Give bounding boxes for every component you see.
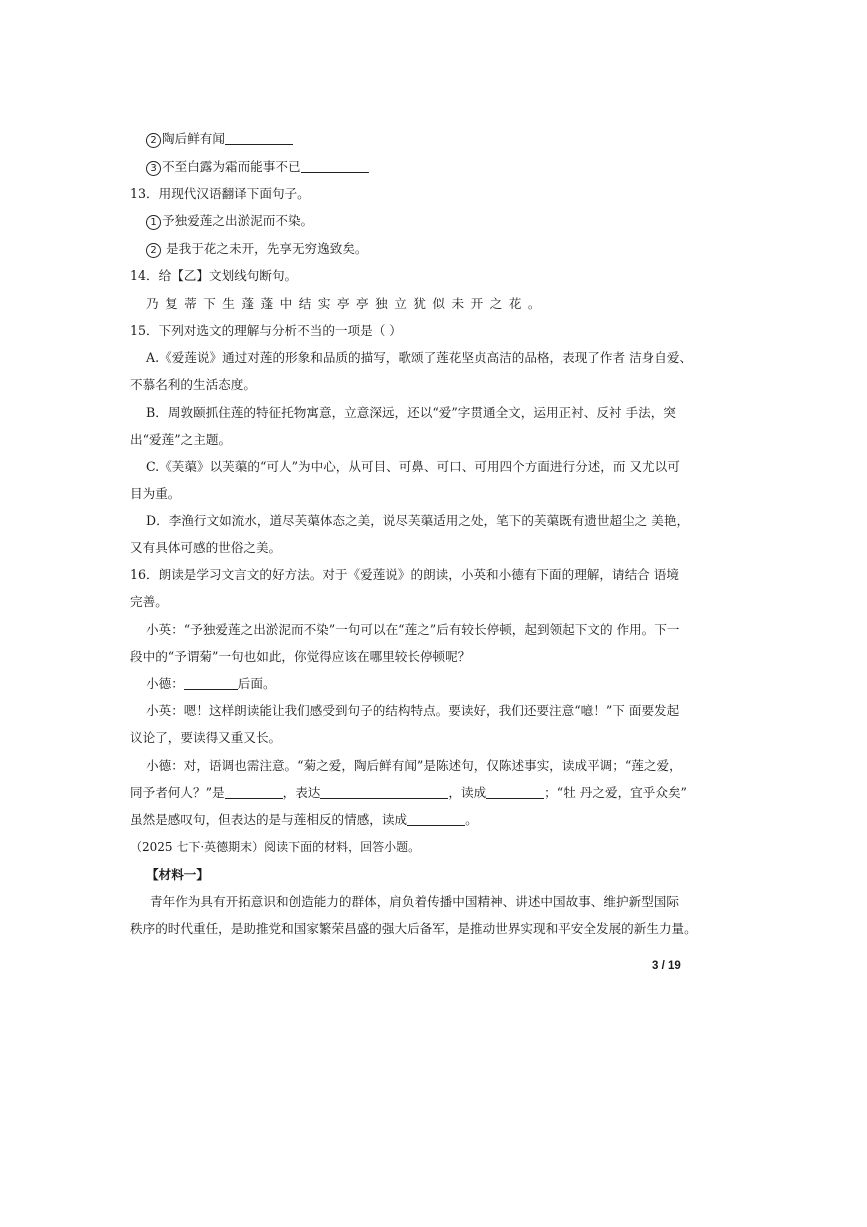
- q15-option-a: A.《爱莲说》通过对莲的形象和品质的描写，歌颂了莲花坚贞高洁的品格，表现了作者 洁身自爱、: [146, 350, 693, 365]
- sentence-char: 开: [470, 296, 484, 311]
- sentence-char: 未: [451, 296, 465, 311]
- line-text: ；“牡 丹之爱，宜乎众矣”: [544, 785, 687, 800]
- line-text: 予独爱莲之出淤泥而不染。: [162, 213, 314, 228]
- sentence-char: 中: [279, 296, 293, 311]
- question-14: 14．给【乙】文划线句断句。: [130, 268, 298, 283]
- q15-option-c-cont: 目为重。: [130, 486, 181, 501]
- question-15: 15．下列对选文的理解与分析不当的一项是（ ）: [130, 323, 402, 338]
- sentence-char: 犹: [413, 296, 426, 311]
- answer-blank[interactable]: [225, 786, 283, 799]
- line-text: 同予者何人？”是: [130, 785, 225, 800]
- dialogue-line-1: 小英：“予独爱莲之出淤泥而不染”一句可以在“莲之”后有较长停顿，起到领起下文的 作用。下一: [146, 622, 680, 637]
- circled-number: 1: [146, 215, 161, 230]
- question-16: 16．朗读是学习文言文的好方法。对于《爱莲说》的朗读，小英和小德有下面的理解，请结合 语境: [130, 567, 679, 582]
- q15-option-b: B．周敦颐抓住莲的特征托物寓意，立意深远，还以“爱”字贯通全文，运用正衬、反衬 手法，突: [146, 405, 676, 420]
- q15-option-c: C.《芙蕖》以芙蕖的“可人”为中心，从可目、可鼻、可口、可用四个方面进行分述，而 又尤以可: [146, 459, 680, 474]
- sentence-char: 亭: [356, 296, 369, 311]
- circled-number: 2: [146, 133, 161, 148]
- sentence-char: 蓬: [241, 296, 255, 311]
- material-paragraph-cont: 秩序的时代重任，是助推党和国家繁荣昌盛的强大后备军，是推动世界实现和平安全发展的新生力量。: [130, 921, 697, 936]
- answer-blank[interactable]: [486, 786, 544, 799]
- question-13: 13．用现代汉语翻译下面句子。: [130, 186, 310, 201]
- line-text: 。: [465, 812, 478, 827]
- line-text: 陶后鲜有闻: [162, 131, 225, 146]
- sentence-char: 之: [489, 296, 503, 311]
- sentence-char: 生: [222, 296, 235, 311]
- item-2-line: [146, 130, 293, 148]
- sentence-char: 结: [298, 296, 312, 311]
- dialogue-line-1-cont: 段中的“予谓菊”一句也如此，你觉得应该在哪里较长停顿呢？: [130, 649, 471, 664]
- sentence-char: 实: [317, 296, 331, 311]
- sentence-char: 。: [527, 296, 541, 311]
- q15-option-d: D．李渔行文如流水，道尽芙蕖体态之美，说尽芙蕖适用之处，笔下的芙蕖既有遗世超尘之 美艳，: [146, 513, 690, 528]
- item-3-line: [146, 158, 369, 176]
- answer-blank[interactable]: [184, 677, 238, 690]
- line-text: 虽然是感叹句，但表达的是与莲相反的情感，读成: [130, 812, 408, 827]
- sentence-char: 下: [203, 296, 216, 311]
- sentence-char: 蓬: [260, 296, 274, 311]
- sentence-char: 花: [508, 296, 522, 311]
- page-number: 3 / 19: [652, 960, 681, 972]
- q15-option-d-cont: 又有具体可感的世俗之美。: [130, 540, 282, 555]
- answer-blank[interactable]: [320, 786, 448, 799]
- dialogue-line-3: 小英：嗯！这样朗读能让我们感受到句子的结构特点。要读好，我们还要注意“噫！”下 面要发起: [146, 703, 680, 718]
- material-title: 【材料一】: [146, 867, 209, 882]
- dialogue-line-4-end: [130, 811, 478, 829]
- sentence-char: 蒂: [184, 296, 197, 311]
- sentence-char: 乃: [146, 296, 159, 311]
- circled-number: 2: [146, 243, 161, 258]
- source-note: （2025 七下·英德期末）阅读下面的材料，回答小题。: [130, 840, 421, 854]
- dialogue-line-2: [146, 675, 276, 693]
- material-paragraph: 青年作为具有开拓意识和创造能力的群体，肩负着传播中国精神、讲述中国故事、维护新型国际: [150, 894, 679, 909]
- q15-option-b-cont: 出“爱莲”之主题。: [130, 432, 232, 447]
- sentence-char: 独: [375, 296, 388, 311]
- answer-blank[interactable]: [301, 160, 369, 173]
- sentence-char: 亭: [336, 296, 350, 311]
- line-text: 不至白露为霜而能事不已: [162, 159, 301, 174]
- question-16-cont: 完善。: [130, 594, 168, 609]
- dialogue-line-4: 小德：对，语调也需注意。“菊之爱，陶后鲜有闻”是陈述句，仅陈述事实，读成平调；“莲之爱，: [146, 758, 682, 773]
- sentence-char: 似: [432, 296, 445, 311]
- answer-blank[interactable]: [225, 132, 293, 145]
- q14-sentence: [146, 295, 547, 313]
- speaker-label: 小德：: [146, 676, 184, 691]
- line-text: ，表达: [282, 785, 321, 800]
- dialogue-line-4-cont: [130, 784, 687, 802]
- line-text: ，读成: [448, 785, 487, 800]
- sentence-char: 立: [394, 296, 407, 311]
- q13-item-1: [146, 212, 313, 230]
- circled-number: 3: [146, 161, 161, 176]
- q13-item-2: [146, 240, 368, 258]
- answer-blank[interactable]: [407, 813, 465, 826]
- sentence-char: 复: [165, 296, 178, 311]
- q15-option-a-cont: 不慕名利的生活态度。: [130, 377, 256, 392]
- dialogue-line-3-cont: 议论了，要读得又重又长。: [130, 730, 282, 745]
- line-text: 是我于花之未开，先享无穷逸致矣。: [162, 241, 368, 256]
- line-text: 后面。: [237, 676, 276, 691]
